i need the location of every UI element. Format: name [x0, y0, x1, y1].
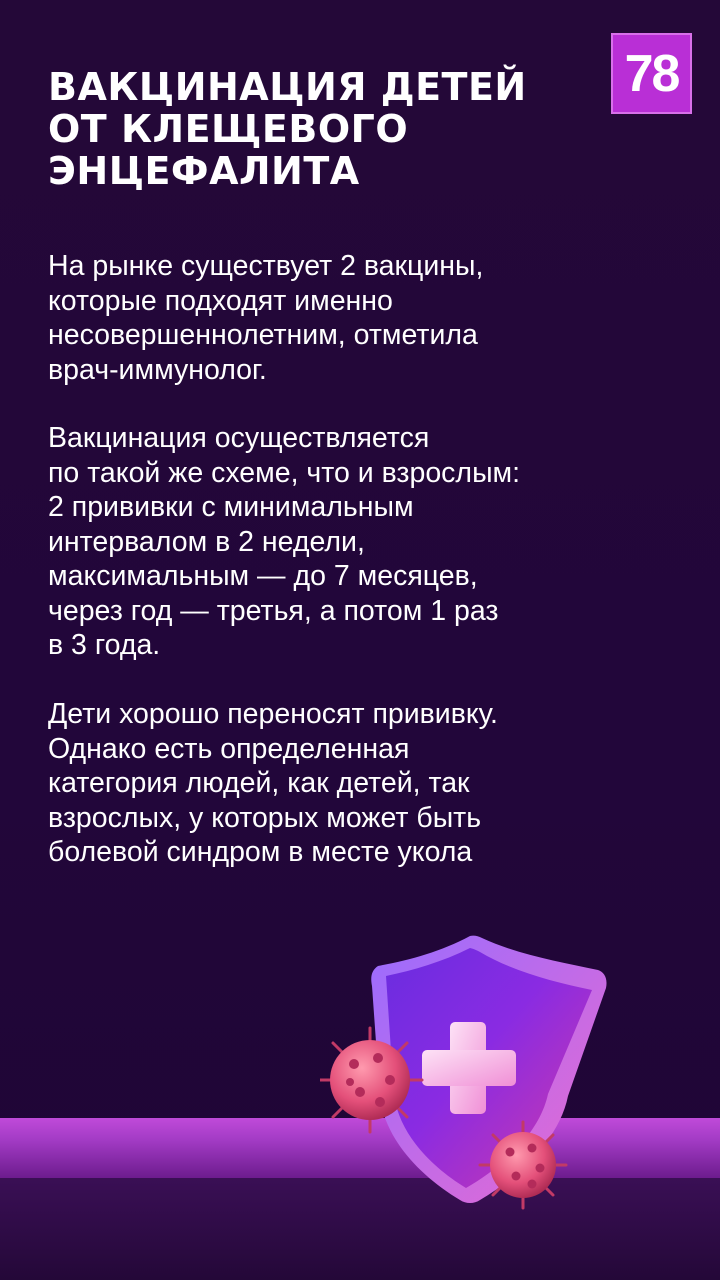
logo-text: 78 [624, 44, 679, 103]
text-line: несовершеннолетним, отметила [48, 319, 478, 351]
text-line: максимальным — до 7 месяцев, [48, 560, 478, 592]
text-line: 2 прививки с минимальным [48, 491, 414, 523]
text-line: взрослых, у которых может быть [48, 801, 482, 834]
text-line: Дети хорошо переносят прививку. [48, 698, 498, 730]
text-line: Однако есть определенная [48, 732, 410, 765]
virus-icon [480, 1122, 566, 1208]
headline-line: ЭНЦЕФАЛИТА [48, 149, 360, 193]
text-line: Вакцинация осуществляется [48, 422, 430, 454]
text-line: через год — третья, а потом 1 раз [48, 594, 499, 627]
text-line: врач-иммунолог. [48, 353, 267, 386]
text-line: На рынке существует 2 вакцины, [48, 250, 484, 282]
text-line: в 3 года. [48, 629, 161, 661]
paragraph-vaccines-available [48, 249, 688, 387]
headline-line: ОТ КЛЕЩЕВОГО [48, 107, 409, 151]
text-line: категория людей, как детей, так [48, 767, 470, 799]
text-line: болевой синдром в месте укола [48, 836, 473, 868]
text-line: по такой же схеме, что и взрослым: [48, 456, 521, 489]
headline [48, 66, 608, 192]
shield-illustration [320, 930, 620, 1220]
paragraph-vaccination-schedule [48, 421, 688, 663]
text-line: которые подходят именно [48, 284, 393, 317]
paragraph-tolerance [48, 697, 688, 870]
channel-logo [611, 33, 692, 114]
headline-line: ВАКЦИНАЦИЯ ДЕТЕЙ [48, 65, 527, 109]
virus-icon [320, 1028, 422, 1132]
text-line: интервалом в 2 недели, [48, 525, 365, 558]
